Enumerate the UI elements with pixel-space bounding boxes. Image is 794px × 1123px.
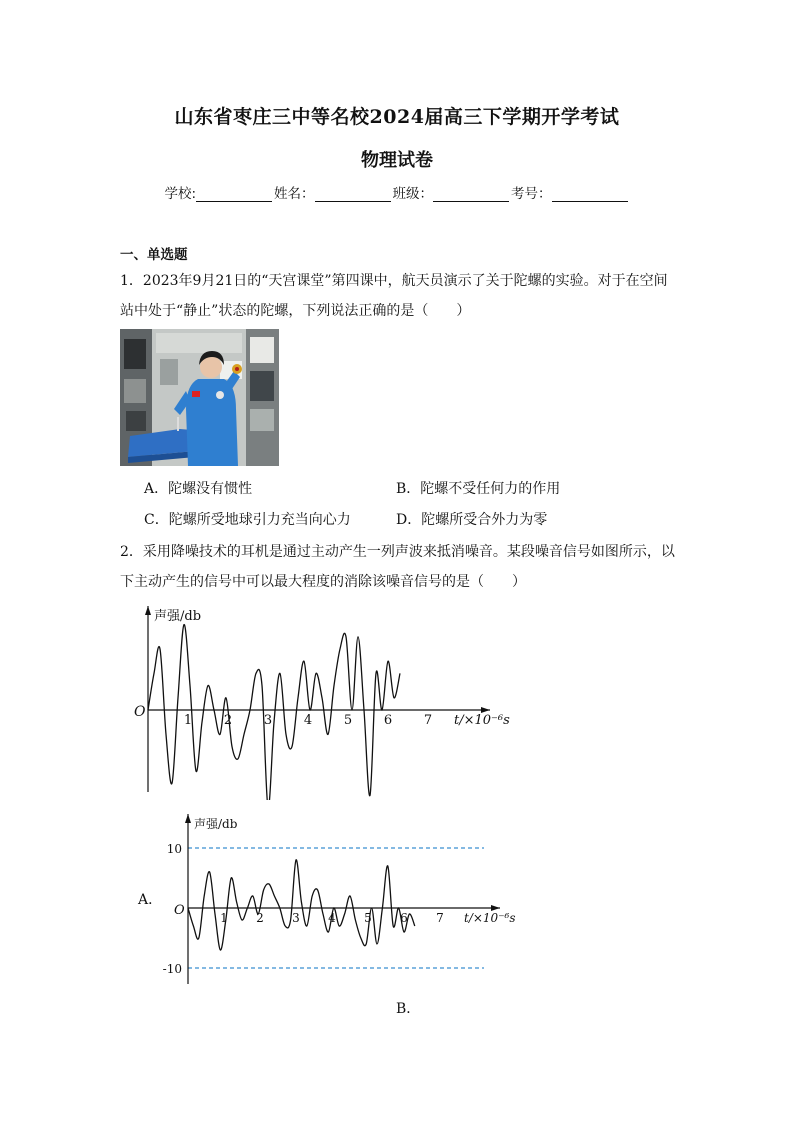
noise-signal-chart	[110, 600, 520, 800]
signal-series-line	[188, 860, 415, 950]
exam-number-field[interactable]	[511, 182, 630, 202]
name-field[interactable]	[274, 182, 393, 202]
x-axis-label: t/×10⁻⁶s	[464, 911, 516, 925]
class-blank[interactable]	[433, 186, 509, 202]
q2-text-line1: 2．采用降噪技术的耳机是通过主动产生一列声波来抵消噪音。某段噪音信号如图所示，以	[120, 544, 675, 560]
y-tick-label-0: 10	[166, 842, 182, 856]
q2-option-a-label[interactable]: A．	[138, 892, 163, 908]
q1-text-line2: 站中处于“静止”状态的陀螺，下列说法正确的是（ ）	[120, 303, 471, 319]
y-axis-arrow	[185, 814, 191, 823]
x-axis-label: t/×10⁻⁶s	[454, 713, 510, 728]
q1-text-line1: 1．2023年9月21日的“天宫课堂”第四课中，航天员演示了关于陀螺的实验。对于在空间	[120, 273, 668, 289]
q1-option-a[interactable]: A．陀螺没有惯性	[144, 481, 253, 497]
origin-label: O	[134, 704, 146, 720]
x-tick-label-3: 4	[328, 911, 336, 925]
class-field[interactable]	[393, 182, 512, 202]
y-axis-arrow	[145, 606, 151, 615]
astronaut-photo	[120, 329, 279, 466]
x-tick-label-6: 7	[436, 911, 444, 925]
student-info-row	[0, 182, 794, 202]
school-field[interactable]	[164, 182, 274, 202]
x-tick-label-1: 2	[256, 911, 264, 925]
x-tick-label-2: 3	[263, 713, 273, 728]
q1-option-c[interactable]: C．陀螺所受地球引力充当向心力	[144, 512, 351, 528]
q2-text-line2: 下主动产生的信号中可以最大程度的消除该噪音信号的是（ ）	[120, 574, 526, 590]
x-tick-label-4: 5	[343, 713, 353, 728]
x-tick-label-6: 7	[423, 713, 433, 728]
q1-option-d[interactable]: D．陀螺所受合外力为零	[396, 512, 548, 528]
x-tick-label-2: 3	[292, 911, 300, 925]
name-label: 姓名：	[274, 186, 315, 202]
q1-option-b[interactable]: B．陀螺不受任何力的作用	[396, 481, 561, 497]
x-tick-label-4: 5	[364, 911, 372, 925]
section-heading: 一、单选题	[120, 247, 188, 263]
q2-option-b-label[interactable]: B．	[396, 1001, 421, 1017]
x-tick-label-5: 6	[400, 911, 408, 925]
exam-number-blank[interactable]	[552, 186, 628, 202]
x-tick-label-0: 1	[183, 713, 193, 728]
origin-label: O	[174, 903, 185, 918]
school-blank[interactable]	[196, 186, 272, 202]
x-tick-label-1: 2	[223, 713, 233, 728]
x-tick-label-5: 6	[383, 713, 393, 728]
y-axis-label: 声强/db	[194, 817, 238, 831]
astronaut-photo-drawing	[120, 329, 279, 466]
x-tick-label-0: 1	[220, 911, 228, 925]
class-label: 班级：	[392, 186, 434, 202]
name-blank[interactable]	[315, 186, 391, 202]
x-tick-label-3: 4	[303, 713, 313, 728]
doc-subtitle: 物理试卷	[361, 150, 433, 171]
doc-title: 山东省枣庄三中等名校2024届高三下学期开学考试	[174, 106, 620, 128]
exam-number-label: 考号：	[511, 186, 552, 202]
y-tick-label-1: -10	[162, 962, 182, 976]
school-label: 学校:	[164, 186, 197, 202]
y-axis-label: 声强/db	[154, 609, 202, 624]
option-a-signal-chart	[158, 808, 528, 988]
